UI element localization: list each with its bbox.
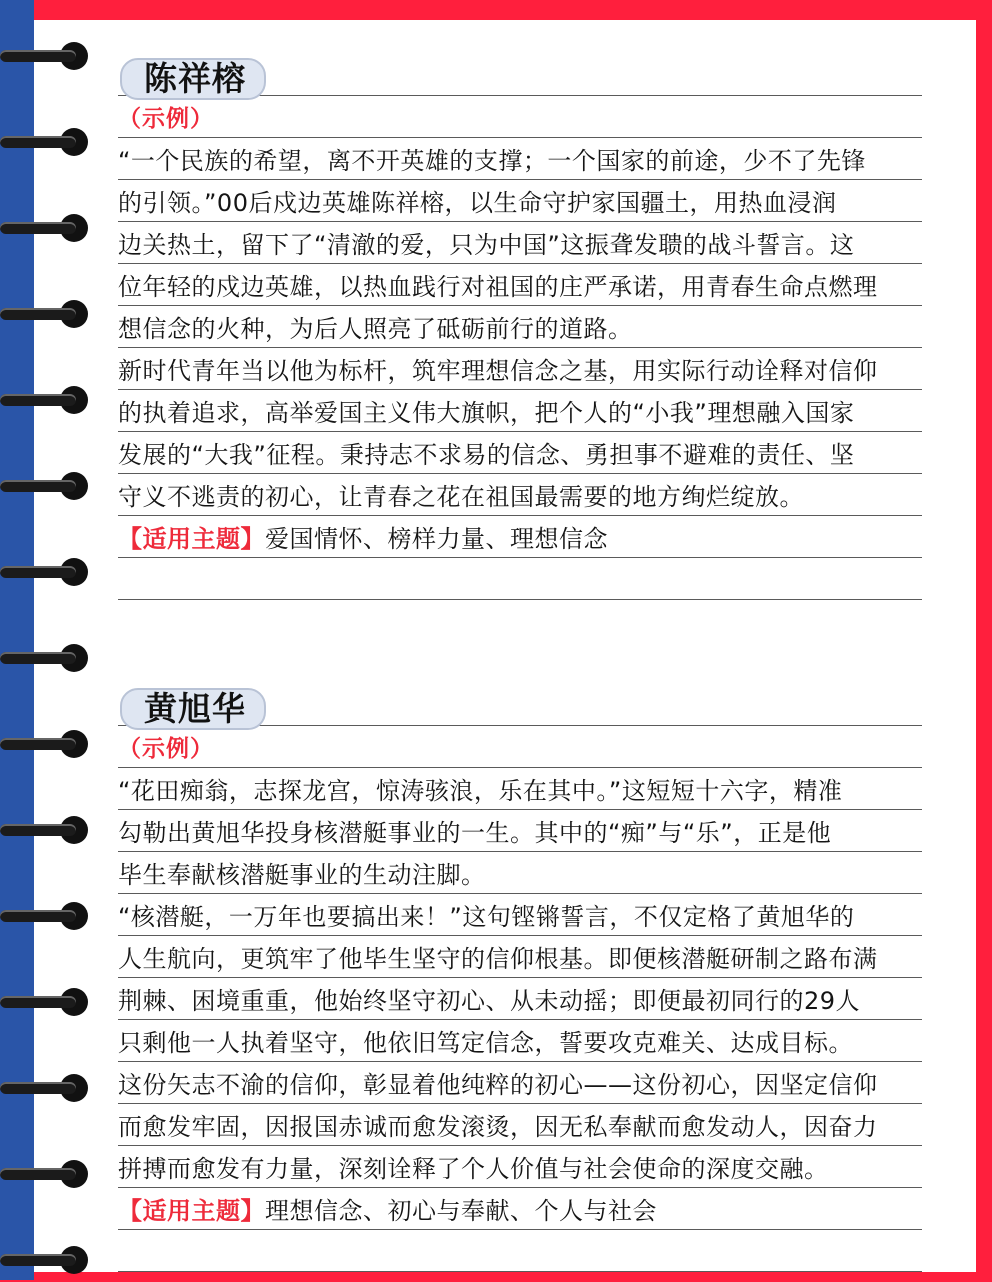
binding-wire bbox=[0, 566, 76, 578]
binding-ring bbox=[0, 292, 96, 336]
binding-wire bbox=[0, 222, 76, 234]
theme-line bbox=[118, 519, 608, 554]
text-line bbox=[118, 1020, 922, 1062]
text-line-content: 守义不逃责的初心，让青春之花在祖国最需要的地方绚烂绽放。 bbox=[118, 483, 804, 511]
notebook-content bbox=[118, 52, 922, 1272]
text-line-content: “花田痴翁，志探龙宫，惊涛骇浪，乐在其中。”这短短十六字，精准 bbox=[118, 777, 843, 805]
section-title-row bbox=[118, 682, 922, 726]
text-line-content: 新时代青年当以他为标杆，筑牢理想信念之基，用实际行动诠释对信仰 bbox=[118, 357, 878, 385]
text-line-content: “一个民族的希望，离不开英雄的支撑；一个国家的前途，少不了先锋 bbox=[118, 147, 866, 175]
text-line-content: 拼搏而愈发有力量，深刻诠释了个人价值与社会使命的深度交融。 bbox=[118, 1155, 829, 1183]
binding-wire bbox=[0, 1082, 76, 1094]
text-line bbox=[118, 432, 922, 474]
text-line-content: 勾勒出黄旭华投身核潜艇事业的一生。其中的“痴”与“乐”，正是他 bbox=[118, 819, 832, 847]
binding-ring bbox=[0, 120, 96, 164]
text-line-content: 边关热土，留下了“清澈的爱，只为中国”这振聋发聩的战斗誓言。这 bbox=[118, 231, 855, 259]
text-line bbox=[118, 810, 922, 852]
text-line bbox=[118, 936, 922, 978]
section-title: 黄旭华 bbox=[120, 688, 266, 730]
binding-wire bbox=[0, 652, 76, 664]
binding-ring bbox=[0, 1152, 96, 1196]
binding-wire bbox=[0, 308, 76, 320]
text-line-content: 毕生奉献核潜艇事业的生动注脚。 bbox=[118, 861, 486, 889]
binding-ring bbox=[0, 980, 96, 1024]
text-line-content: 的执着追求，高举爱国主义伟大旗帜，把个人的“小我”理想融入国家 bbox=[118, 399, 855, 427]
binding-wire bbox=[0, 996, 76, 1008]
theme-line bbox=[118, 1191, 657, 1226]
text-line bbox=[118, 1104, 922, 1146]
text-line bbox=[118, 1062, 922, 1104]
text-line bbox=[118, 180, 922, 222]
theme-row bbox=[118, 516, 922, 558]
text-line bbox=[118, 138, 922, 180]
binding-wire bbox=[0, 824, 76, 836]
blank-line bbox=[118, 558, 922, 600]
example-label: （示例） bbox=[118, 106, 214, 132]
section-gap bbox=[118, 600, 922, 682]
binding-ring bbox=[0, 378, 96, 422]
text-line-content: 人生航向，更筑牢了他毕生坚守的信仰根基。即便核潜艇研制之路布满 bbox=[118, 945, 878, 973]
text-line bbox=[118, 222, 922, 264]
theme-label: 【适用主题】 bbox=[118, 525, 265, 553]
section-chen-xiangrong bbox=[118, 52, 922, 600]
blank-line bbox=[118, 1230, 922, 1272]
text-line bbox=[118, 978, 922, 1020]
binding-ring bbox=[0, 34, 96, 78]
text-line-content: 发展的“大我”征程。秉持志不求易的信念、勇担事不避难的责任、坚 bbox=[118, 441, 855, 469]
text-line bbox=[118, 1146, 922, 1188]
theme-text: 爱国情怀、榜样力量、理想信念 bbox=[265, 525, 608, 553]
binding-wire bbox=[0, 738, 76, 750]
binding-ring bbox=[0, 1066, 96, 1110]
text-line bbox=[118, 306, 922, 348]
binding-ring bbox=[0, 808, 96, 852]
binding-wire bbox=[0, 394, 76, 406]
binding-wire bbox=[0, 1254, 76, 1266]
theme-row bbox=[118, 1188, 922, 1230]
binding-ring bbox=[0, 1238, 96, 1282]
theme-label: 【适用主题】 bbox=[118, 1197, 265, 1225]
text-line-content: 位年轻的戍边英雄，以热血践行对祖国的庄严承诺，用青春生命点燃理 bbox=[118, 273, 878, 301]
text-line-content: 只剩他一人执着坚守，他依旧笃定信念，誓要攻克难关、达成目标。 bbox=[118, 1029, 853, 1057]
text-line bbox=[118, 852, 922, 894]
binding-wire bbox=[0, 50, 76, 62]
text-line bbox=[118, 348, 922, 390]
text-line-content: 的引领。”00后戍边英雄陈祥榕，以生命守护家国疆土，用热血浸润 bbox=[118, 189, 837, 217]
binding-ring bbox=[0, 550, 96, 594]
section-title-row bbox=[118, 52, 922, 96]
binding-ring bbox=[0, 636, 96, 680]
text-line-content: 荆棘、困境重重，他始终坚守初心、从未动摇；即便最初同行的29人 bbox=[118, 987, 861, 1015]
binding-ring bbox=[0, 722, 96, 766]
text-line-content: 想信念的火种，为后人照亮了砥砺前行的道路。 bbox=[118, 315, 633, 343]
example-label-row bbox=[118, 96, 922, 138]
binding-wire bbox=[0, 910, 76, 922]
binding-ring bbox=[0, 206, 96, 250]
text-line bbox=[118, 894, 922, 936]
binding-wire bbox=[0, 1168, 76, 1180]
text-line bbox=[118, 264, 922, 306]
text-line-content: “核潜艇，一万年也要搞出来！”这句铿锵誓言，不仅定格了黄旭华的 bbox=[118, 903, 855, 931]
binding-wire bbox=[0, 136, 76, 148]
section-huang-xuhua bbox=[118, 682, 922, 1272]
text-line bbox=[118, 390, 922, 432]
binding-wire bbox=[0, 480, 76, 492]
section-title: 陈祥榕 bbox=[120, 58, 266, 100]
binding-ring bbox=[0, 894, 96, 938]
text-line bbox=[118, 768, 922, 810]
example-label-row bbox=[118, 726, 922, 768]
text-line-content: 而愈发牢固，因报国赤诚而愈发滚烫，因无私奉献而愈发动人，因奋力 bbox=[118, 1113, 878, 1141]
example-label: （示例） bbox=[118, 736, 214, 762]
theme-text: 理想信念、初心与奉献、个人与社会 bbox=[265, 1197, 657, 1225]
text-line-content: 这份矢志不渝的信仰，彰显着他纯粹的初心——这份初心，因坚定信仰 bbox=[118, 1071, 878, 1099]
text-line bbox=[118, 474, 922, 516]
binding-ring bbox=[0, 464, 96, 508]
